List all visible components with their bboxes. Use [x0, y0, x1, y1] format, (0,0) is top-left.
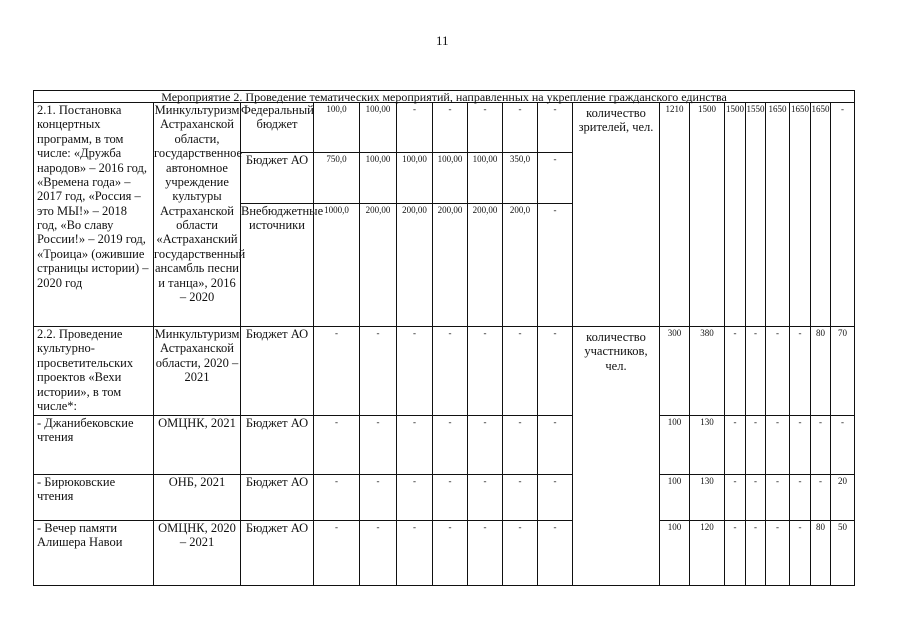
target-value: - [724, 415, 746, 475]
funding-value: - [359, 474, 397, 521]
funding-source: Бюджет АО [240, 415, 314, 475]
page-number: 11 [436, 33, 449, 48]
funding-source: Бюджет АО [240, 326, 314, 416]
target-value: - [830, 102, 855, 327]
funding-value: - [537, 102, 573, 153]
funding-source: Бюджет АО [240, 520, 314, 586]
funding-value: - [502, 326, 538, 416]
funding-value: 100,00 [467, 152, 503, 204]
funding-value: - [537, 520, 573, 586]
target-value: - [724, 474, 746, 521]
funding-value: - [313, 326, 360, 416]
funding-source: Внебюджетные источники [240, 203, 314, 327]
target-value: - [765, 474, 790, 521]
indicator: количество участников, чел. [572, 326, 660, 586]
funding-value: - [537, 326, 573, 416]
target-value: 70 [830, 326, 855, 416]
funding-value: - [313, 520, 360, 586]
target-value: - [765, 415, 790, 475]
funding-value: - [502, 474, 538, 521]
funding-source: Федеральный бюджет [240, 102, 314, 153]
funding-value: 100,00 [432, 152, 468, 204]
funding-value: - [432, 326, 468, 416]
funding-value: - [467, 102, 503, 153]
target-value: 380 [689, 326, 725, 416]
funding-value: - [502, 102, 538, 153]
executor: ОНБ, 2021 [153, 474, 241, 521]
section-title: Мероприятие 2. Проведение тематических мероприятий, направленных на укрепление гражданского единства [33, 90, 855, 103]
executor: Минкультуризм Астраханской области, государственное автономное учреждение культуры Астраханской области «Астраханский государственный ансамбль песни и танца», 2016 – 2020 [153, 102, 241, 327]
funding-value: - [467, 326, 503, 416]
target-value: - [724, 520, 746, 586]
funding-value: - [537, 152, 573, 204]
target-value: - [789, 474, 811, 521]
target-value: 300 [659, 326, 690, 416]
funding-value: 200,00 [467, 203, 503, 327]
target-value: 1210 [659, 102, 690, 327]
target-value: 100 [659, 474, 690, 521]
funding-value: - [432, 520, 468, 586]
funding-value: 100,00 [359, 152, 397, 204]
funding-source: Бюджет АО [240, 152, 314, 204]
funding-value: 100,00 [359, 102, 397, 153]
target-value: - [765, 326, 790, 416]
funding-value: - [537, 203, 573, 327]
target-value: 20 [830, 474, 855, 521]
funding-value: - [467, 474, 503, 521]
funding-value: - [502, 415, 538, 475]
funding-value: - [359, 415, 397, 475]
target-value: - [810, 415, 831, 475]
target-value: - [724, 326, 746, 416]
funding-value: - [432, 474, 468, 521]
funding-value: 1000,0 [313, 203, 360, 327]
target-value: 1650 [789, 102, 811, 327]
funding-value: - [467, 520, 503, 586]
funding-value: 100,00 [396, 152, 433, 204]
target-value: - [745, 520, 766, 586]
measures-table [33, 90, 854, 585]
funding-source: Бюджет АО [240, 474, 314, 521]
target-value: 130 [689, 415, 725, 475]
target-value: 1500 [724, 102, 746, 327]
target-value: 100 [659, 520, 690, 586]
funding-value: - [313, 415, 360, 475]
target-value: - [745, 474, 766, 521]
target-value: - [830, 415, 855, 475]
measure-name: - Джанибековские чтения [33, 415, 154, 475]
funding-value: - [396, 474, 433, 521]
funding-value: - [467, 415, 503, 475]
target-value: - [789, 520, 811, 586]
measure-name: 2.2. Проведение культурно-просветительских проектов «Вехи истории», в том числе*: [33, 326, 154, 416]
funding-value: 750,0 [313, 152, 360, 204]
funding-value: - [396, 520, 433, 586]
target-value: 1650 [765, 102, 790, 327]
executor: ОМЦНК, 2021 [153, 415, 241, 475]
target-value: 80 [810, 520, 831, 586]
target-value: 120 [689, 520, 725, 586]
executor: ОМЦНК, 2020 – 2021 [153, 520, 241, 586]
funding-value: 200,00 [396, 203, 433, 327]
target-value: - [789, 326, 811, 416]
funding-value: - [396, 102, 433, 153]
funding-value: - [396, 415, 433, 475]
target-value: 100 [659, 415, 690, 475]
funding-value: - [359, 326, 397, 416]
target-value: - [745, 326, 766, 416]
executor: Минкультуризм Астраханской области, 2020 – 2021 [153, 326, 241, 416]
funding-value: - [432, 415, 468, 475]
funding-value: 200,0 [502, 203, 538, 327]
indicator: количество зрителей, чел. [572, 102, 660, 327]
measure-name: - Бирюковские чтения [33, 474, 154, 521]
funding-value: - [359, 520, 397, 586]
target-value: 1550 [745, 102, 766, 327]
target-value: - [810, 474, 831, 521]
measure-name: - Вечер памяти Алишера Навои [33, 520, 154, 586]
funding-value: - [432, 102, 468, 153]
funding-value: 200,00 [432, 203, 468, 327]
funding-value: - [537, 474, 573, 521]
funding-value: 350,0 [502, 152, 538, 204]
funding-value: 200,00 [359, 203, 397, 327]
target-value: 50 [830, 520, 855, 586]
funding-value: - [502, 520, 538, 586]
target-value: - [789, 415, 811, 475]
target-value: - [765, 520, 790, 586]
target-value: 130 [689, 474, 725, 521]
funding-value: - [313, 474, 360, 521]
funding-value: - [537, 415, 573, 475]
target-value: 1650 [810, 102, 831, 327]
funding-value: 100,0 [313, 102, 360, 153]
funding-value: - [396, 326, 433, 416]
measure-name: 2.1. Постановка концертных программ, в том числе: «Дружба народов» – 2016 год, «Времена года» – 2017 год, «Россия – это МЫ!» – 2018 год, «Во славу России!» – 2019 год, «Троица» (ожившие страницы истории) – 2020 год [33, 102, 154, 327]
target-value: 1500 [689, 102, 725, 327]
target-value: 80 [810, 326, 831, 416]
target-value: - [745, 415, 766, 475]
